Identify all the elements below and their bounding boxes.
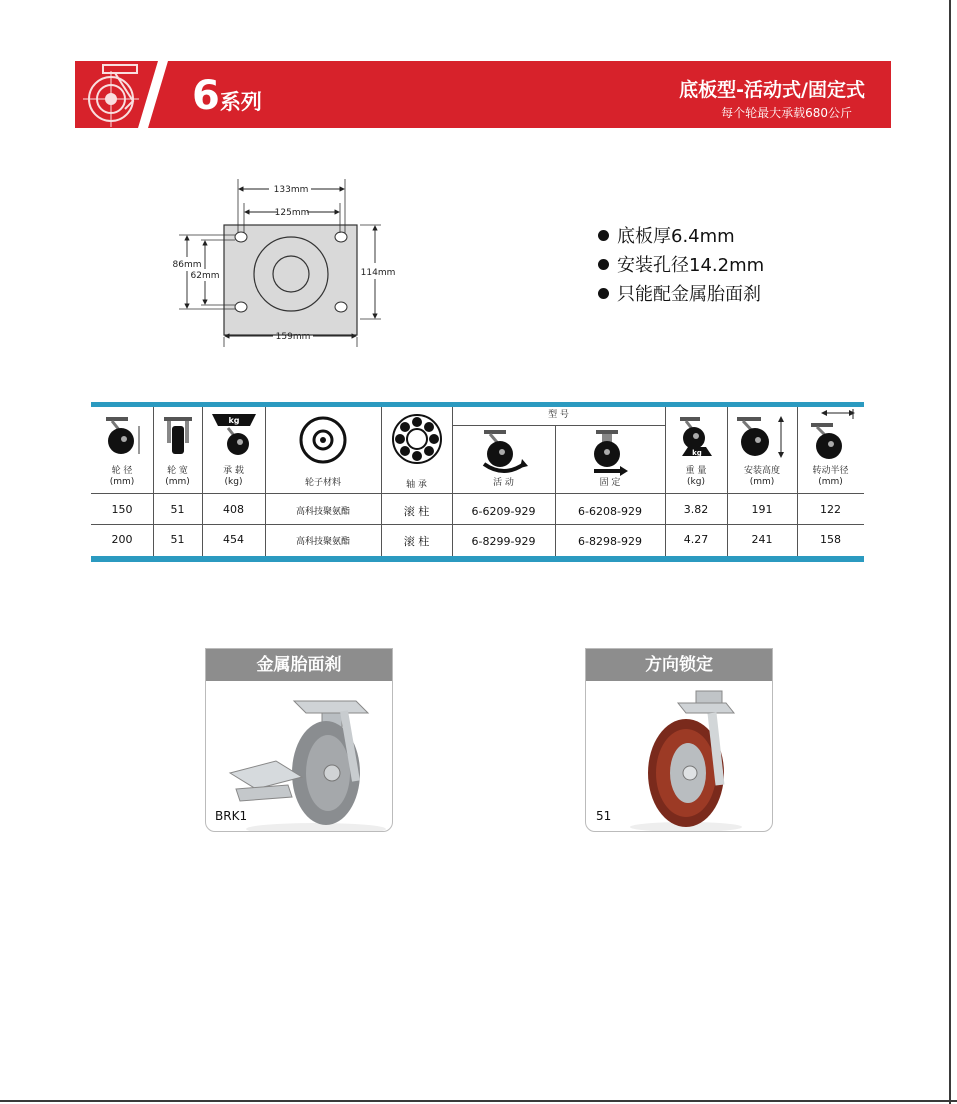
feature-item: 底板厚6.4mm bbox=[598, 222, 764, 251]
wheel-width-icon bbox=[160, 414, 196, 458]
svg-text:kg: kg bbox=[228, 416, 240, 425]
rigid-caster-icon bbox=[588, 428, 632, 476]
header-swivel: 活 动 bbox=[493, 478, 514, 488]
swivel-caster-icon bbox=[478, 428, 530, 476]
table-bottom-bar bbox=[91, 556, 864, 562]
card-title: 方向锁定 bbox=[586, 649, 772, 681]
banner-subtitle: 每个轮最大承载680公斤 bbox=[721, 106, 852, 120]
header-mounting-height: 安装高度 bbox=[743, 466, 780, 476]
feature-item: 安装孔径14.2mm bbox=[598, 251, 764, 280]
swivel-radius-icon bbox=[805, 409, 857, 463]
header-load-unit: (kg) bbox=[224, 477, 243, 487]
header-wheel-material: 轮子材料 bbox=[304, 478, 341, 488]
header-wheel-diameter: 轮 径 bbox=[111, 466, 133, 476]
header-weight: 重 量 bbox=[685, 466, 707, 476]
card-title: 金属胎面刹 bbox=[206, 649, 392, 681]
card-label: 51 bbox=[596, 809, 612, 823]
header-wheel-width-unit: (mm) bbox=[165, 477, 190, 487]
direction-lock-card bbox=[585, 648, 773, 832]
dim-right: 114mm bbox=[360, 268, 396, 278]
wheel-material-icon bbox=[298, 415, 348, 465]
series-number: 6 bbox=[192, 73, 220, 119]
page-bottom-border bbox=[0, 1100, 957, 1102]
table-row: 150 51 408 高科技聚氨酯 滚 柱 6-6209-929 6-6208-929 3.82 191 122 bbox=[111, 503, 841, 518]
bullet-icon bbox=[598, 288, 609, 299]
card-label: BRK1 bbox=[215, 809, 248, 823]
table-top-bar bbox=[91, 402, 864, 407]
header-weight-unit: (kg) bbox=[687, 477, 705, 487]
roller-bearing-icon bbox=[391, 413, 443, 465]
mounting-height-icon bbox=[733, 414, 789, 462]
dim-left-outer: 86mm bbox=[172, 260, 202, 270]
dim-bottom: 159mm bbox=[275, 332, 311, 342]
header-mounting-height-unit: (mm) bbox=[749, 477, 775, 487]
brake-option-card bbox=[205, 648, 393, 832]
wheel-diameter-icon bbox=[100, 414, 146, 458]
table-row: 200 51 454 高科技聚氨酯 滚 柱 6-8299-929 6-8298-929 4.27 241 158 bbox=[111, 533, 841, 548]
caster-with-direction-lock-image bbox=[586, 681, 772, 831]
header-rigid: 固 定 bbox=[599, 478, 621, 488]
header-bearing: 轴 承 bbox=[406, 480, 427, 490]
bullet-icon bbox=[598, 259, 609, 270]
load-capacity-icon bbox=[208, 412, 260, 458]
dim-top-inner: 125mm bbox=[274, 208, 310, 218]
page-right-border bbox=[949, 0, 951, 1104]
dim-top-outer: 133mm bbox=[273, 185, 309, 195]
mounting-plate-diagram bbox=[165, 175, 410, 355]
banner-title: 底板型-活动式/固定式 bbox=[679, 79, 865, 101]
header-load: 承 载 bbox=[223, 466, 244, 476]
header-swivel-radius: 转动半径 bbox=[812, 466, 849, 476]
bullet-icon bbox=[598, 230, 609, 241]
series-suffix: 系列 bbox=[219, 90, 262, 114]
header-swivel-radius-unit: (mm) bbox=[818, 477, 843, 487]
caster-weight-icon bbox=[672, 414, 722, 458]
feature-item: 只能配金属胎面刹 bbox=[598, 280, 764, 309]
header-wheel-diameter-unit: (mm) bbox=[109, 477, 135, 487]
model-group-header: 型 号 bbox=[548, 410, 569, 420]
header-wheel-width: 轮 宽 bbox=[167, 466, 188, 476]
feature-list bbox=[598, 222, 764, 309]
dim-left-inner: 62mm bbox=[190, 271, 220, 281]
banner-slash-divider bbox=[138, 61, 168, 128]
svg-text:kg: kg bbox=[692, 449, 702, 457]
series-title bbox=[192, 73, 262, 119]
